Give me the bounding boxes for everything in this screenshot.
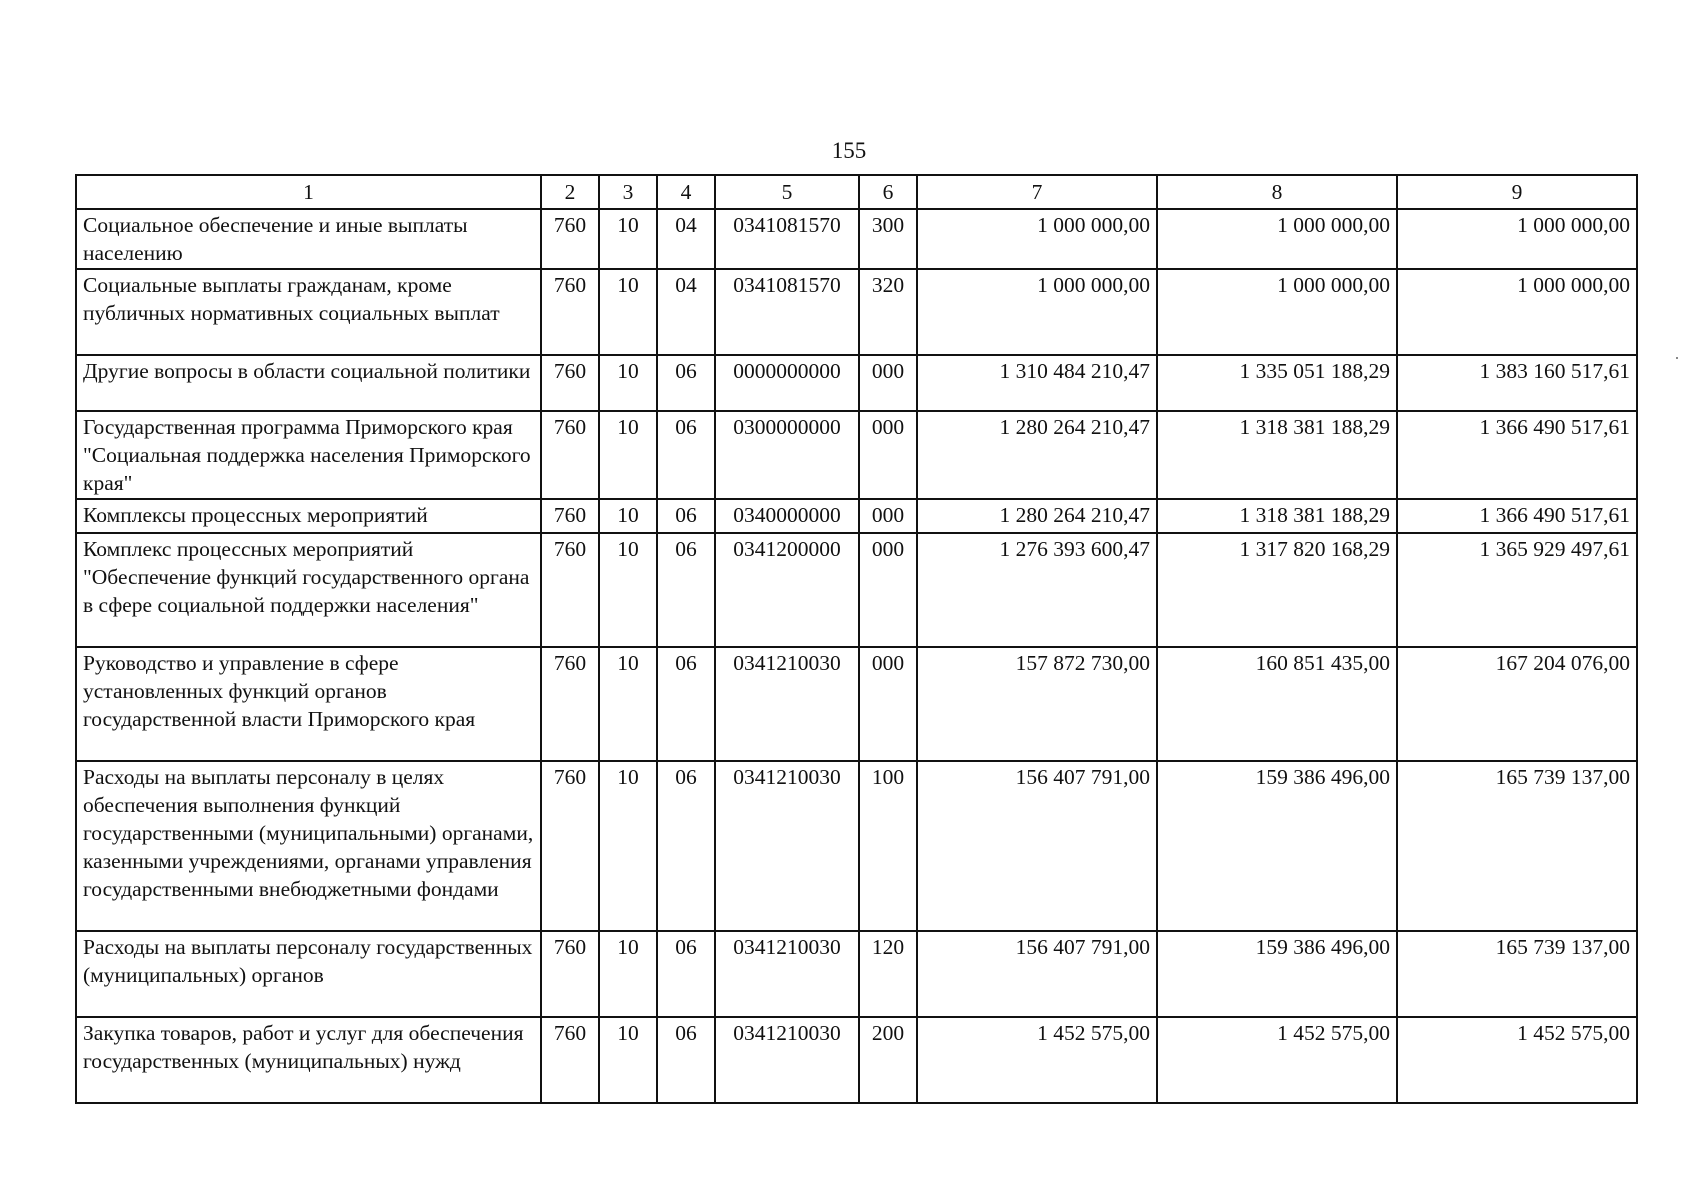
table-row	[76, 931, 1637, 1017]
subsection-code: 06	[657, 355, 715, 411]
grbs-code: 760	[541, 1017, 599, 1103]
column-header: 2	[541, 175, 599, 209]
row-description: Закупка товаров, работ и услуг для обеспечения государственных (муниципальных) нужд	[76, 1017, 541, 1103]
row-description: Расходы на выплаты персоналу государственных (муниципальных) органов	[76, 931, 541, 1017]
target-article-code: 0300000000	[715, 411, 859, 499]
subsection-code: 06	[657, 647, 715, 761]
expense-type-code: 300	[859, 209, 917, 269]
row-description: Социальные выплаты гражданам, кроме публичных нормативных социальных выплат	[76, 269, 541, 355]
target-article-code: 0000000000	[715, 355, 859, 411]
amount-col-7: 1 280 264 210,47	[917, 499, 1157, 533]
expense-type-code: 200	[859, 1017, 917, 1103]
table-row	[76, 209, 1637, 269]
grbs-code: 760	[541, 761, 599, 931]
expense-type-code: 320	[859, 269, 917, 355]
amount-col-9: 1 366 490 517,61	[1397, 411, 1637, 499]
amount-col-9: 1 000 000,00	[1397, 269, 1637, 355]
expense-type-code: 100	[859, 761, 917, 931]
table-row	[76, 411, 1637, 499]
amount-col-7: 1 310 484 210,47	[917, 355, 1157, 411]
target-article-code: 0341081570	[715, 209, 859, 269]
amount-col-7: 1 276 393 600,47	[917, 533, 1157, 647]
column-header: 9	[1397, 175, 1637, 209]
target-article-code: 0340000000	[715, 499, 859, 533]
expense-type-code: 000	[859, 499, 917, 533]
amount-col-8: 1 318 381 188,29	[1157, 499, 1397, 533]
grbs-code: 760	[541, 931, 599, 1017]
subsection-code: 06	[657, 931, 715, 1017]
section-code: 10	[599, 269, 657, 355]
column-header: 3	[599, 175, 657, 209]
amount-col-8: 159 386 496,00	[1157, 931, 1397, 1017]
row-description: Руководство и управление в сфере установленных функций органов государственной власти Приморского края	[76, 647, 541, 761]
grbs-code: 760	[541, 533, 599, 647]
amount-col-8: 1 335 051 188,29	[1157, 355, 1397, 411]
amount-col-8: 1 318 381 188,29	[1157, 411, 1397, 499]
amount-col-7: 156 407 791,00	[917, 931, 1157, 1017]
subsection-code: 06	[657, 499, 715, 533]
amount-col-8: 1 000 000,00	[1157, 209, 1397, 269]
target-article-code: 0341081570	[715, 269, 859, 355]
amount-col-9: 1 452 575,00	[1397, 1017, 1637, 1103]
amount-col-9: 1 383 160 517,61	[1397, 355, 1637, 411]
column-header: 1	[76, 175, 541, 209]
grbs-code: 760	[541, 499, 599, 533]
amount-col-9: 1 366 490 517,61	[1397, 499, 1637, 533]
column-header: 6	[859, 175, 917, 209]
header-row	[76, 175, 1637, 209]
target-article-code: 0341210030	[715, 931, 859, 1017]
table-row	[76, 269, 1637, 355]
column-header: 4	[657, 175, 715, 209]
table-row	[76, 1017, 1637, 1103]
table-row	[76, 355, 1637, 411]
amount-col-7: 1 452 575,00	[917, 1017, 1157, 1103]
column-header: 8	[1157, 175, 1397, 209]
table-row	[76, 647, 1637, 761]
section-code: 10	[599, 533, 657, 647]
expense-type-code: 000	[859, 411, 917, 499]
target-article-code: 0341210030	[715, 761, 859, 931]
subsection-code: 06	[657, 1017, 715, 1103]
row-description: Комплексы процессных мероприятий	[76, 499, 541, 533]
target-article-code: 0341200000	[715, 533, 859, 647]
amount-col-7: 1 280 264 210,47	[917, 411, 1157, 499]
section-code: 10	[599, 647, 657, 761]
column-header: 7	[917, 175, 1157, 209]
subsection-code: 06	[657, 533, 715, 647]
grbs-code: 760	[541, 209, 599, 269]
table-header	[76, 175, 1637, 209]
amount-col-8: 160 851 435,00	[1157, 647, 1397, 761]
expense-type-code: 120	[859, 931, 917, 1017]
section-code: 10	[599, 355, 657, 411]
expense-type-code: 000	[859, 533, 917, 647]
amount-col-7: 1 000 000,00	[917, 269, 1157, 355]
column-header: 5	[715, 175, 859, 209]
grbs-code: 760	[541, 647, 599, 761]
grbs-code: 760	[541, 411, 599, 499]
amount-col-9: 165 739 137,00	[1397, 931, 1637, 1017]
row-description: Расходы на выплаты персоналу в целях обеспечения выполнения функций государственными (муниципальными) органами, казенными учреждениями, органами управления государственными внебюджетными фондами	[76, 761, 541, 931]
amount-col-9: 1 365 929 497,61	[1397, 533, 1637, 647]
amount-col-7: 1 000 000,00	[917, 209, 1157, 269]
amount-col-8: 1 000 000,00	[1157, 269, 1397, 355]
amount-col-9: 1 000 000,00	[1397, 209, 1637, 269]
target-article-code: 0341210030	[715, 647, 859, 761]
subsection-code: 04	[657, 269, 715, 355]
table-row	[76, 499, 1637, 533]
amount-col-8: 159 386 496,00	[1157, 761, 1397, 931]
section-code: 10	[599, 1017, 657, 1103]
table-body	[76, 209, 1637, 1103]
row-description: Социальное обеспечение и иные выплаты населению	[76, 209, 541, 269]
row-description: Комплекс процессных мероприятий "Обеспечение функций государственного органа в сфере социальной поддержки населения"	[76, 533, 541, 647]
subsection-code: 04	[657, 209, 715, 269]
subsection-code: 06	[657, 411, 715, 499]
table-row	[76, 761, 1637, 931]
section-code: 10	[599, 931, 657, 1017]
target-article-code: 0341210030	[715, 1017, 859, 1103]
budget-table	[75, 174, 1638, 1104]
section-code: 10	[599, 499, 657, 533]
amount-col-7: 156 407 791,00	[917, 761, 1157, 931]
row-description: Государственная программа Приморского края "Социальная поддержка населения Приморского края"	[76, 411, 541, 499]
amount-col-9: 167 204 076,00	[1397, 647, 1637, 761]
amount-col-8: 1 452 575,00	[1157, 1017, 1397, 1103]
expense-type-code: 000	[859, 355, 917, 411]
amount-col-8: 1 317 820 168,29	[1157, 533, 1397, 647]
grbs-code: 760	[541, 269, 599, 355]
table-row	[76, 533, 1637, 647]
grbs-code: 760	[541, 355, 599, 411]
section-code: 10	[599, 411, 657, 499]
amount-col-7: 157 872 730,00	[917, 647, 1157, 761]
scan-speck	[1676, 357, 1678, 359]
row-description: Другие вопросы в области социальной политики	[76, 355, 541, 411]
expense-type-code: 000	[859, 647, 917, 761]
section-code: 10	[599, 761, 657, 931]
page-number: 155	[831, 138, 867, 163]
section-code: 10	[599, 209, 657, 269]
amount-col-9: 165 739 137,00	[1397, 761, 1637, 931]
subsection-code: 06	[657, 761, 715, 931]
